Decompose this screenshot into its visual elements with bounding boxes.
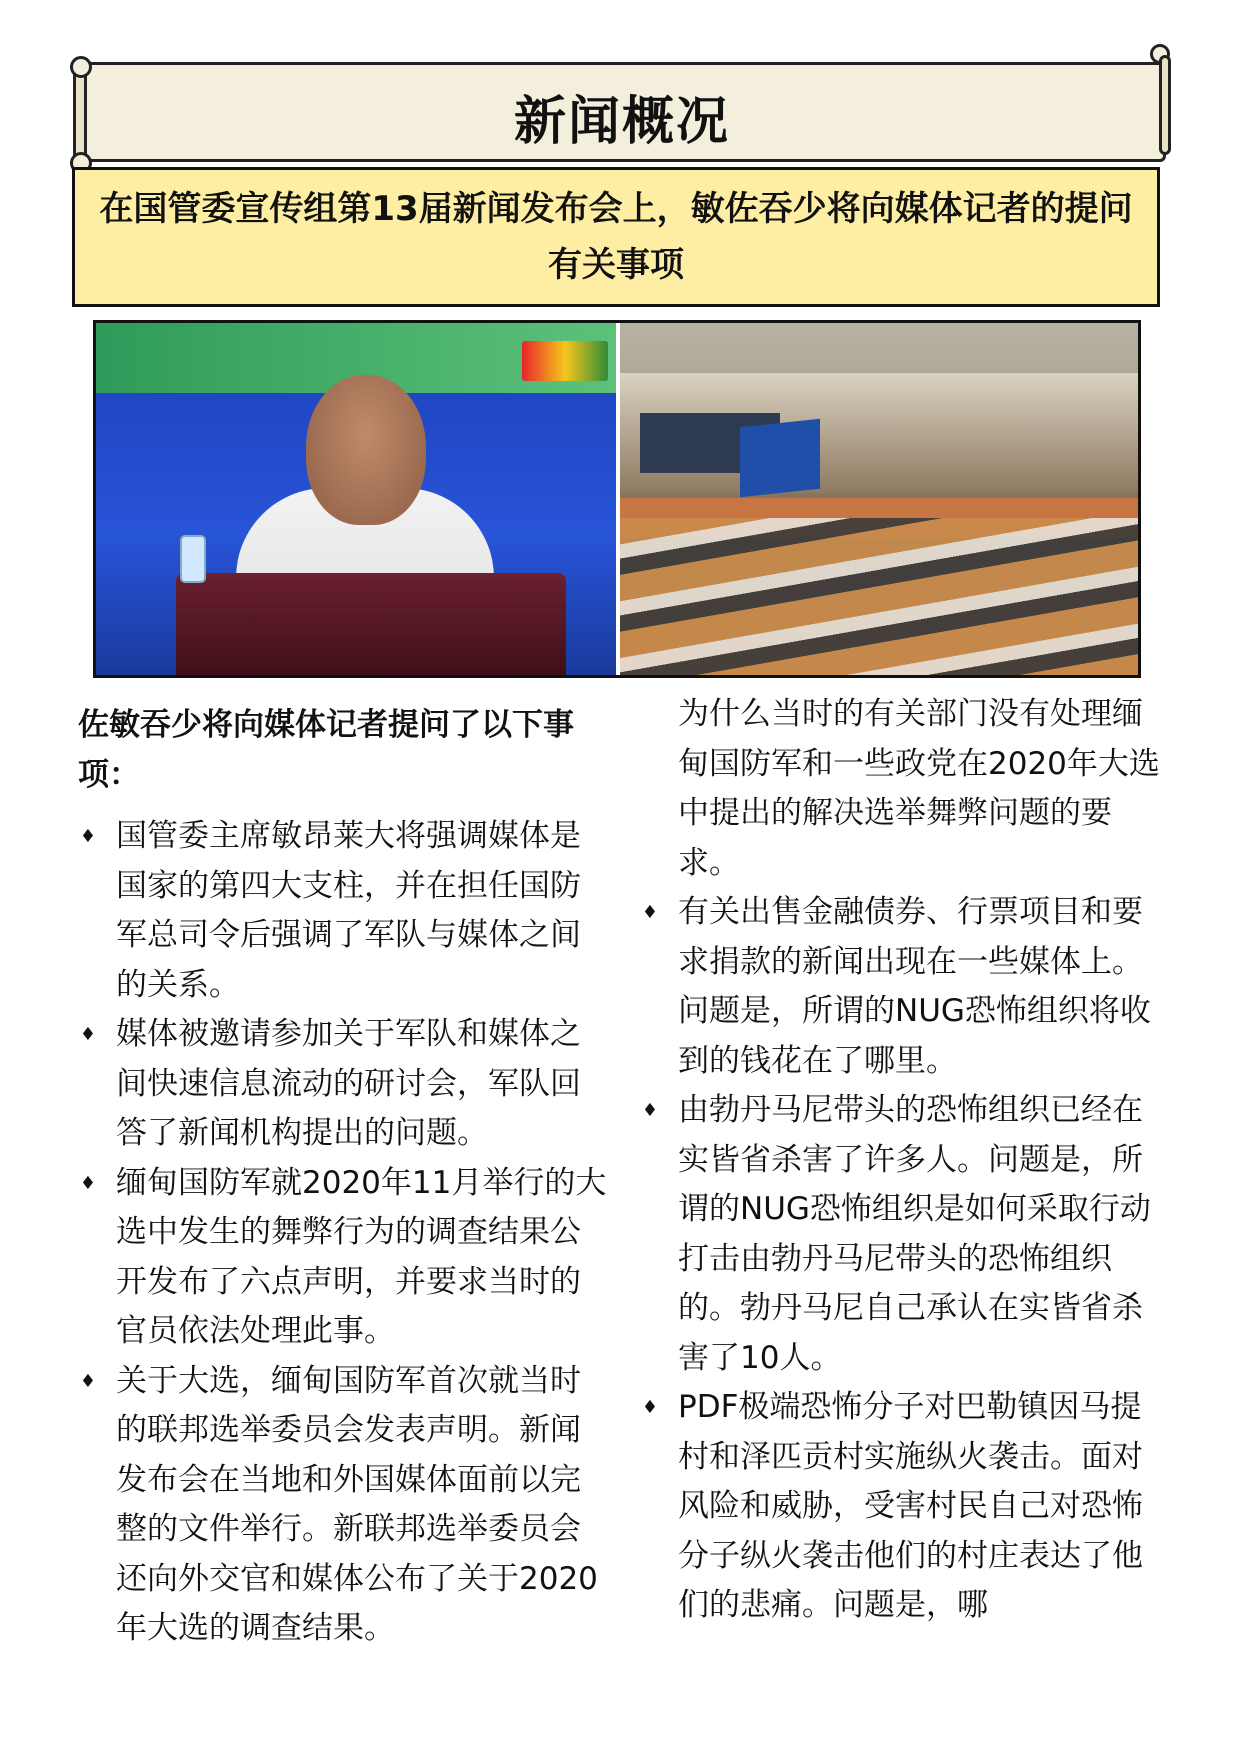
headline-text: 在国管委宣传组第13届新闻发布会上，敏佐吞少将向媒体记者的提问有关事项 bbox=[99, 189, 1133, 285]
photo-conference-hall bbox=[620, 323, 1138, 675]
diamond-bullet-icon: ♦ bbox=[79, 826, 97, 847]
hall-tables bbox=[620, 518, 1138, 675]
diamond-bullet-icon: ♦ bbox=[79, 1172, 97, 1194]
scroll-curl-top-left bbox=[70, 56, 92, 78]
diamond-bullet-icon: ♦ bbox=[641, 1397, 659, 1418]
right-bullet-list bbox=[640, 888, 1170, 1631]
list-item-text: PDF极端恐怖分子对巴勒镇因马提村和泽匹贡村实施纵火袭击。面对风险和威胁，受害村民自己对恐怖分子纵火袭击他们的村庄表达了他们的悲痛。问题是，哪 bbox=[678, 1389, 1143, 1623]
water-bottle-icon bbox=[180, 535, 206, 583]
podium bbox=[176, 573, 566, 675]
headline-box bbox=[72, 167, 1160, 307]
right-column bbox=[640, 696, 1170, 1631]
list-item bbox=[78, 1010, 608, 1159]
tv-logo-icon bbox=[522, 341, 608, 381]
list-item bbox=[78, 1357, 608, 1654]
list-item-text: 由勃丹马尼带头的恐怖组织已经在实皆省杀害了许多人。问题是，所谓的NUG恐怖组织是如何采取行动打击由勃丹马尼带头的恐怖组织的。勃丹马尼自己承认在实皆省杀害了10人。 bbox=[678, 1092, 1151, 1376]
photo-strip bbox=[93, 320, 1141, 678]
list-item-text: 国管委主席敏昂莱大将强调媒体是国家的第四大支柱，并在担任国防军总司令后强调了军队与媒体之间的关系。 bbox=[116, 818, 581, 1003]
list-item bbox=[78, 1159, 608, 1357]
list-item bbox=[78, 812, 608, 1010]
list-item-text: 有关出售金融债券、行票项目和要求捐款的新闻出现在一些媒体上。问题是，所谓的NUG恐怖组织将收到的钱花在了哪里。 bbox=[678, 894, 1151, 1079]
title-scroll-banner bbox=[78, 62, 1166, 162]
photo-speaker bbox=[96, 323, 616, 675]
list-item-text: 关于大选，缅甸国防军首次就当时的联邦选举委员会发表声明。新闻发布会在当地和外国媒体面前以完整的文件举行。新联邦选举委员会还向外交官和媒体公布了关于2020年大选的调查结果。 bbox=[116, 1362, 598, 1646]
diamond-bullet-icon: ♦ bbox=[79, 1370, 97, 1392]
speaker-head bbox=[306, 375, 426, 525]
list-item bbox=[640, 1383, 1170, 1631]
list-item bbox=[640, 1086, 1170, 1383]
intro-text: 佐敏吞少将向媒体记者提问了以下事项： bbox=[78, 707, 574, 793]
diamond-bullet-icon: ♦ bbox=[641, 1100, 659, 1121]
diamond-bullet-icon: ♦ bbox=[79, 1024, 97, 1045]
list-item-text: 媒体被邀请参加关于军队和媒体之间快速信息流动的研讨会，军队回答了新闻机构提出的问题。 bbox=[116, 1016, 581, 1151]
page-title: 新闻概况 bbox=[513, 92, 730, 152]
list-item-text: 缅甸国防军就2020年11月举行的大选中发生的舞弊行为的调查结果公开发布了六点声明，并要求当时的官员依法处理此事。 bbox=[116, 1164, 607, 1349]
continued-text: 为什么当时的有关部门没有处理缅甸国防军和一些政党在2020年大选中提出的解决选举舞弊问题的要求。 bbox=[678, 696, 1160, 881]
list-item bbox=[640, 888, 1170, 1086]
diamond-bullet-icon: ♦ bbox=[641, 902, 659, 923]
left-column bbox=[78, 700, 608, 1654]
left-bullet-list bbox=[78, 812, 608, 1654]
hall-display bbox=[740, 419, 820, 497]
